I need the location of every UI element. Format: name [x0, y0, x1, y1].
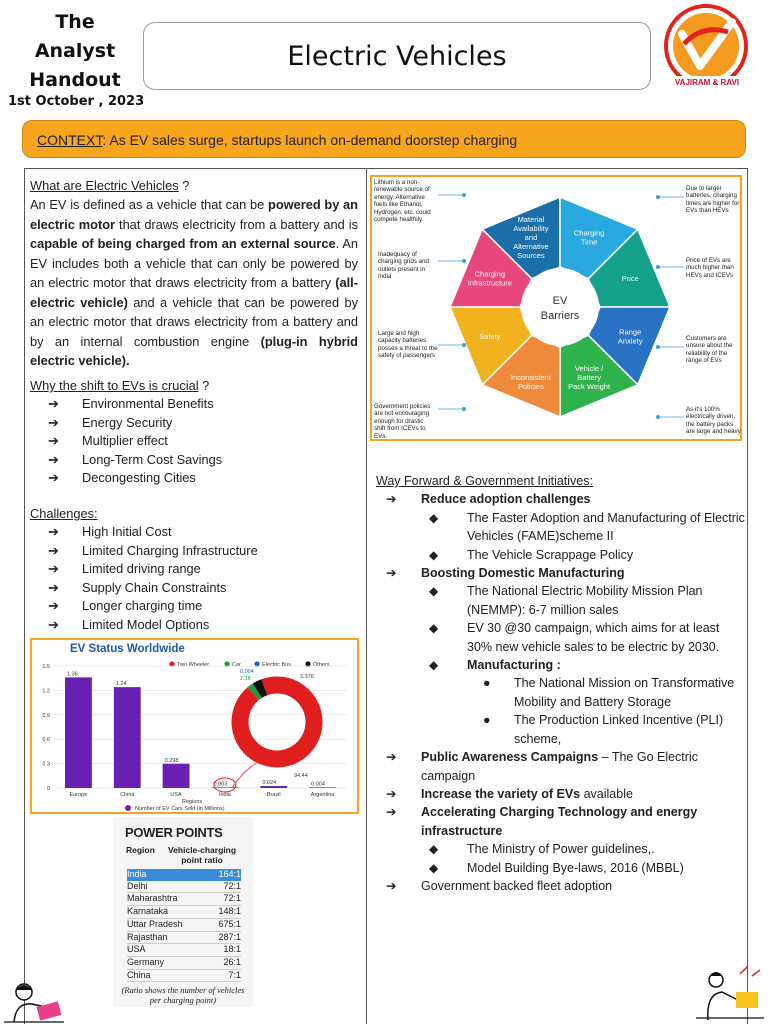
diamond-bullet-icon: ◆: [429, 860, 439, 875]
challenges-section: [30, 504, 358, 634]
y-tick-label: 0: [46, 786, 50, 792]
list-item: ◆ The Ministry of Power guidelines,.: [366, 840, 746, 858]
list-item: [30, 579, 358, 598]
list-item: [30, 560, 358, 579]
list-item: ◆ The Faster Adoption and Manufacturing of Electric Vehicles (FAME)scheme II: [429, 510, 745, 544]
table-row: [127, 869, 241, 881]
legend-swatch: [125, 805, 131, 811]
list-item: [30, 432, 358, 451]
definition-bold: (plug-in hybrid electric vehicle).: [30, 333, 358, 368]
connector-dot: [462, 407, 466, 411]
list-item: ◆ The National Electric Mobility Mission Plan (NEMMP): 6-7 million sales: [429, 584, 703, 617]
list-item: ◆ The Vehicle Scrappage Policy: [366, 546, 746, 564]
barrier-segment-label: Alternative: [513, 241, 549, 251]
ev-definition-paragraph: [30, 195, 358, 371]
barrier-segment-label: Charging: [573, 228, 605, 238]
column-header-region: Region: [126, 845, 155, 855]
arrow-icon: ➔: [48, 598, 59, 613]
challenges-heading: Challenges:: [30, 506, 98, 521]
list-item: ◆ Manufacturing :: [366, 656, 746, 674]
x-tick-label: India: [218, 792, 231, 798]
connector-dot: [462, 259, 466, 263]
list-item-text: Limited driving range: [82, 561, 201, 576]
way-forward-section: [366, 472, 746, 895]
list-item-text: Limited Charging Infrastructure: [82, 542, 258, 558]
barrier-segment-label: Pack Weight: [568, 382, 611, 392]
barrier-note: As it's 100% electrically driven, the battery packs are large and heavy: [686, 406, 741, 436]
region-cell: Maharashtra: [127, 893, 178, 904]
slice-value-label: 0.004: [240, 669, 254, 675]
list-item-text: Longer charging time: [82, 598, 203, 613]
definition-bold: powered by an electric motor: [30, 197, 358, 232]
question-mark: ?: [198, 378, 210, 393]
diamond-bullet-icon: ◆: [429, 842, 439, 857]
bar-value-label: 0.004: [311, 781, 325, 788]
table-footnote: (Ratio shows the number of vehicles per charging point): [121, 985, 245, 1006]
connector-dot: [656, 345, 660, 349]
list-item: [30, 414, 358, 433]
arrow-icon: ➔: [48, 542, 59, 558]
list-item: ➔ Increase the variety of EVs available: [366, 785, 746, 803]
slice-value-label: 3.376: [300, 674, 314, 680]
chart-legend: [169, 661, 329, 668]
x-tick-label: Argentina: [310, 792, 335, 798]
why-shift-section: [30, 376, 358, 488]
bar-value-label: 0.298: [164, 757, 179, 764]
y-tick-label: 0.3: [42, 761, 50, 768]
what-are-section: [30, 176, 358, 371]
dot-bullet-icon: ●: [483, 713, 491, 728]
arrow-icon: ➔: [48, 451, 59, 467]
diamond-bullet-icon: ◆: [429, 658, 439, 673]
list-item: [30, 542, 358, 561]
ev-status-svg: [32, 640, 357, 812]
barriers-octagon: [450, 197, 670, 417]
why-shift-heading: Why the shift to EVs is crucial: [30, 378, 199, 393]
connector-dot: [656, 265, 660, 269]
list-item: ➔ Boosting Domestic Manufacturing: [366, 564, 746, 582]
barrier-segment-label: Safety: [479, 332, 501, 342]
list-item-text: Environmental Benefits: [82, 396, 214, 411]
logo-text: VAJIRAM & RAVI: [674, 78, 740, 87]
table-row: [127, 906, 241, 919]
arrow-icon: ➔: [386, 786, 397, 801]
bar: [211, 787, 238, 788]
region-cell: Rajasthan: [127, 931, 168, 942]
challenges-list: [30, 523, 358, 634]
reading-person-illustration: [2, 978, 66, 1024]
diamond-bullet-icon: ◆: [429, 510, 439, 525]
barrier-segment-label: Battery: [577, 373, 601, 383]
connector-dot: [462, 343, 466, 347]
ratio-cell: 164:1: [218, 869, 241, 879]
ratio-cell: 72:1: [223, 880, 241, 891]
legend-label: Others: [313, 662, 330, 668]
arrow-icon: ➔: [386, 566, 397, 581]
way-forward-heading: Way Forward & Government Initiatives:: [376, 474, 593, 488]
bar-value-label: 1.24: [115, 681, 127, 688]
power-points-table: [113, 817, 253, 1007]
arrow-icon: ➔: [48, 579, 59, 595]
arrow-icon: ➔: [386, 878, 397, 893]
barrier-note: Government policies are not encouraging enough for drastic shift from ICEVs to EVs.: [374, 403, 431, 440]
brand-line: The: [55, 11, 95, 33]
barrier-segment-label: Price: [621, 273, 639, 283]
barrier-segment-label: Policies: [517, 382, 544, 392]
list-item-text: Decongesting Cities: [82, 470, 196, 485]
barrier-segment-label: Anxiety: [617, 336, 643, 346]
list-item-text: Limited Model Options: [82, 616, 210, 632]
connector-dot: [462, 193, 466, 197]
list-item: ➔ Accelerating Charging Technology and energy infrastructure: [386, 805, 698, 838]
donut-slice: [257, 687, 264, 690]
issue-date: 1st October , 2023: [8, 94, 145, 109]
donut-slice: [240, 685, 314, 759]
diamond-bullet-icon: ◆: [429, 584, 439, 599]
bar: [65, 677, 92, 788]
barrier-segment-label: Time: [580, 237, 598, 247]
brand-line: Handout: [29, 69, 121, 91]
list-item: [30, 395, 358, 414]
barrier-segment-label: Infrastructure: [467, 278, 512, 288]
ratio-cell: 26:1: [223, 956, 241, 967]
legend-label: Electric Bus: [262, 662, 292, 668]
list-item-text: Multiplier effect: [82, 433, 168, 448]
diamond-bullet-icon: ◆: [429, 547, 439, 562]
ev-status-chart: [30, 638, 359, 814]
list-item: ➔ Government backed fleet adoption: [366, 877, 746, 895]
diamond-bullet-icon: ◆: [429, 621, 439, 636]
brand-title: [0, 8, 150, 95]
donut-slice: [253, 691, 257, 694]
definition-bold: capable of being charged from an external source: [30, 236, 336, 251]
bar: [309, 787, 336, 788]
arrow-icon: ➔: [48, 561, 59, 576]
ratio-cell: 7:1: [228, 969, 241, 980]
legend-label: Two Wheeler: [177, 662, 210, 668]
x-tick-label: China: [120, 792, 135, 798]
barrier-note: Inadequacy of charging grids and outlets present in India: [378, 251, 429, 281]
barrier-segment-label: and: [524, 232, 538, 242]
bar-value-label: 1.36: [66, 671, 78, 678]
what-are-heading: What are Electric Vehicles: [30, 178, 179, 193]
barrier-note: Customers are unsure about the reliability of the range of EVs: [686, 335, 733, 365]
barrier-segment-label: Charging: [474, 269, 506, 279]
x-axis-label: Regions: [182, 799, 203, 805]
list-item: ➔ Reduce adoption challenges: [366, 490, 746, 508]
arrow-icon: ➔: [48, 524, 59, 539]
slice-value-label: 2.18: [240, 676, 251, 682]
ratio-cell: 675:1: [218, 918, 241, 929]
list-item: [30, 597, 358, 616]
bar-value-label: 0.024: [262, 780, 277, 787]
table-body: [127, 869, 241, 982]
list-item: ➔ Public Awareness Campaigns – The Go Electric campaign: [386, 750, 698, 783]
region-cell: Delhi: [127, 880, 148, 891]
y-tick-label: 0.6: [42, 737, 50, 744]
definition-text: . An EV includes both a vehicle that can only be powered by an electric motor that draws electricity from a battery: [30, 236, 358, 290]
region-cell: Karnataka: [127, 906, 169, 917]
ev-barriers-diagram: [370, 175, 742, 441]
bar-legend-label: Number of EV Cars Sold (in Millions): [135, 806, 225, 812]
list-item-text: Energy Security: [82, 414, 173, 430]
bar: [114, 687, 141, 788]
chart-title: EV Status Worldwide: [70, 643, 185, 655]
list-item: [30, 523, 358, 542]
arrow-icon: ➔: [48, 414, 59, 430]
connector-dot: [656, 195, 660, 199]
dot-bullet-icon: ●: [483, 676, 491, 691]
y-tick-label: 1.5: [42, 664, 50, 670]
center-label: Barriers: [540, 310, 580, 322]
barriers-center: [521, 268, 599, 346]
barrier-segment-label: Material: [517, 214, 545, 224]
column-header-ratio: Vehicle-charging point ratio: [167, 845, 237, 865]
studying-person-illustration: [688, 962, 766, 1022]
center-label: EV: [552, 295, 568, 307]
question-mark: ?: [178, 178, 190, 193]
ratio-cell: 72:1: [223, 893, 241, 904]
connector-dot: [656, 415, 660, 419]
table-row: [127, 932, 241, 945]
context-banner: [22, 120, 746, 158]
page-title: Electric Vehicles: [143, 22, 651, 90]
brand-line: Analyst: [34, 40, 116, 62]
context-text: : As EV sales surge, startups launch on-demand doorstep charging: [102, 132, 518, 148]
table-title: POWER POINTS: [125, 825, 223, 840]
ratio-cell: 18:1: [223, 944, 241, 955]
list-item: ● The National Mission on Transformative Mobility and Battery Storage: [483, 676, 735, 709]
table-row: [127, 893, 241, 906]
barrier-note: Lithium is a non-renewable source of energy. Alternative fuels like Ethanol, Hydrogen, etc. could compete healthily.: [374, 179, 431, 224]
list-item-text: High Initial Cost: [82, 524, 172, 539]
barrier-note: Large and high capacity batteries posses a threat to the safety of passengers: [378, 330, 438, 360]
definition-bold: (all-electric vehicle): [30, 275, 358, 310]
definition-text: that draws electricity from a battery and is: [115, 216, 358, 232]
y-tick-label: 0.9: [42, 712, 50, 719]
barrier-segment-label: Availability: [513, 223, 549, 233]
arrow-icon: ➔: [386, 750, 397, 765]
ratio-cell: 287:1: [218, 931, 241, 942]
list-item: [30, 451, 358, 470]
definition-text: An EV is defined as a vehicle that can be: [30, 197, 269, 212]
y-tick-label: 1.2: [42, 688, 50, 695]
barrier-segment-label: Range: [619, 327, 642, 337]
barrier-note: Due to larger batteries, charging times are higher for EVs than HEVs: [686, 185, 740, 215]
vajiram-ravi-logo: [662, 4, 752, 94]
region-cell: China: [127, 969, 151, 980]
table-row: [127, 919, 241, 932]
barrier-segment-label: Inconsistent: [510, 373, 551, 383]
list-item: ◆ Model Building Bye-laws, 2016 (MBBL): [366, 859, 746, 877]
list-item: [30, 616, 358, 635]
definition-text: and a vehicle that can be powered by an electric motor that draws electricity from a battery and by an internal combustion engine: [30, 294, 358, 349]
barrier-segment-label: Vehicle /: [574, 364, 604, 374]
table-row: [127, 944, 241, 957]
list-item: [30, 469, 358, 488]
region-cell: USA: [127, 944, 146, 955]
arrow-icon: ➔: [48, 433, 59, 448]
barrier-segment-label: Sources: [517, 250, 545, 260]
arrow-icon: ➔: [48, 396, 59, 411]
list-item: ◆ EV 30 @30 campaign, which aims for at least 30% new vehicle sales to be electric by 2030.: [429, 621, 720, 654]
table-row: [127, 957, 241, 970]
arrow-icon: ➔: [386, 805, 397, 820]
bar: [163, 764, 190, 788]
arrow-icon: ➔: [386, 492, 397, 507]
region-cell: Uttar Pradesh: [127, 918, 183, 929]
bar-value-label: 0.003: [213, 781, 228, 788]
ratio-cell: 148:1: [218, 906, 241, 917]
legend-label: Car: [232, 662, 241, 668]
region-cell: Germany: [127, 956, 165, 967]
context-label: CONTEXT: [37, 132, 103, 148]
table-row: [127, 881, 241, 894]
x-tick-label: USA: [170, 792, 182, 798]
table-row: [127, 970, 241, 983]
bar: [260, 786, 287, 788]
x-tick-label: Brazil: [266, 792, 281, 798]
arrow-icon: ➔: [48, 470, 59, 485]
arrow-icon: ➔: [48, 616, 59, 632]
region-cell: India: [127, 869, 147, 879]
list-item-text: Supply Chain Constraints: [82, 579, 227, 595]
why-shift-list: [30, 395, 358, 488]
slice-value-label: 94.44: [294, 773, 308, 779]
list-item: ● The Production Linked Incentive (PLI) scheme,: [483, 713, 724, 746]
share-donut: [232, 669, 314, 788]
barrier-note: Price of EVs are much higher than HEVs and ICEVs: [686, 257, 734, 279]
x-tick-label: Europe: [69, 792, 88, 798]
list-item-text: Long-Term Cost Savings: [82, 451, 223, 467]
